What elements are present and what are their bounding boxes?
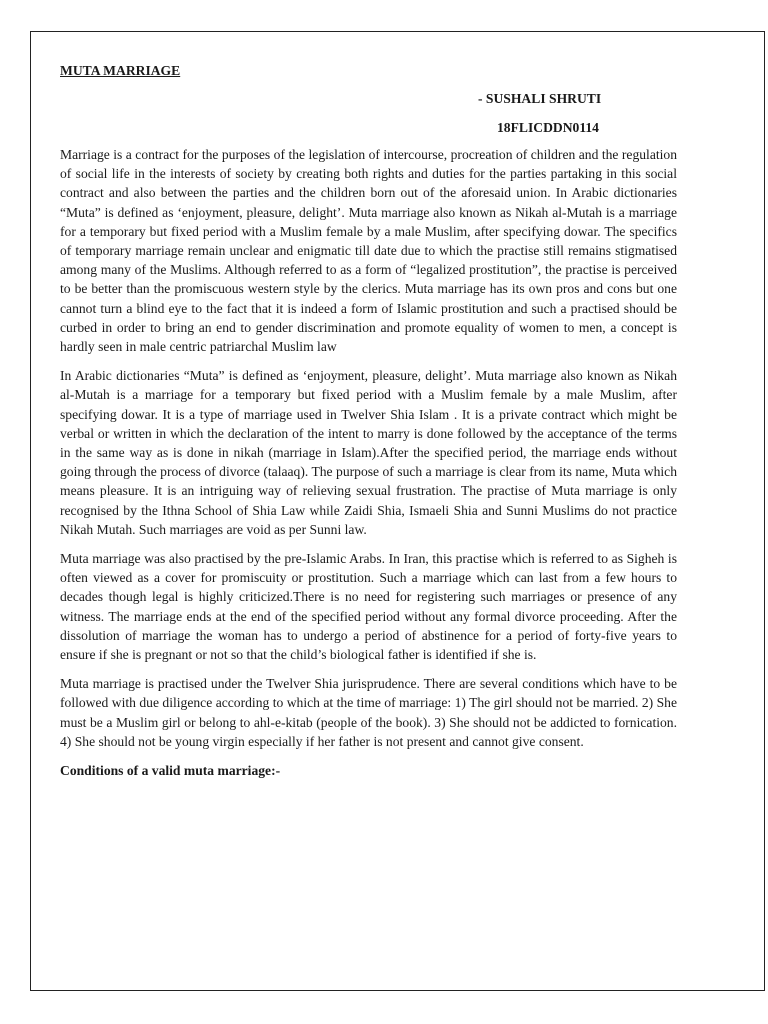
paragraph-history: Muta marriage was also practised by the pre-Islamic Arabs. In Iran, this practise which is referred to as Sigheh is often viewed as a cover for promiscuity or prostitution. Such a marriage which can last from a few hours to decades though legal is highly criticized.There is no need for registering such marriages or presence of any witness. The marriage ends at the end of the specified period without any formal divorce proceeding. After the dissolution of marriage the woman has to undergo a period of abstinence for a period of forty-five years to ensure if she is pregnant or not so that the child’s biological father is identified if she is. — [60, 551, 677, 663]
roll-number: 18FLICDDN0114 — [497, 120, 599, 135]
paragraph-introduction: Marriage is a contract for the purposes of the legislation of intercourse, procreation of children and the regulation of social life in the interests of society by creating both rights and duties for the parties partaking in this social contract and also between the parties and the children born out of the aforesaid union. In Arabic dictionaries “Muta” is defined as ‘enjoyment, pleasure, delight’. Muta marriage also known as Nikah al-Mutah is a marriage for a temporary but fixed period with a Muslim female by a male Muslim, after specifying dowar. The specifics of temporary marriage remain unclear and enigmatic till date due to which the practise still remains stigmatised among many of the Muslims. Although referred to as a form of “legalized prostitution”, the practise is perceived to be better than the promiscuous western style by the clerics. Muta marriage has its own pros and cons but one cannot turn a blind eye to the fact that it is indeed a form of Islamic prostitution and such a practised should be curbed in order to bring an end to gender discrimination and promote equality of women to men, a concept is hardly seen in male centric patriarchal Muslim law — [60, 147, 677, 355]
paragraph-conditions: Muta marriage is practised under the Twelver Shia jurisprudence. There are several conditions which have to be followed with due diligence according to which at the time of marriage: 1) The girl should not be married. 2) She must be a Muslim girl or belong to ahl-e-kitab (people of the book). 3) She should not be addicted to fornication. 4) She should not be young virgin especially if her father is not present and cannot give consent. — [60, 676, 677, 749]
paragraph-definition: In Arabic dictionaries “Muta” is defined as ‘enjoyment, pleasure, delight’. Muta marriage also known as Nikah al-Mutah is a marriage for a temporary but fixed period with a Muslim female by a male Muslim, after specifying dowar. It is a type of marriage used in Twelver Shia Islam . It is a private contract which might be verbal or written in which the declaration of the intent to marry is done followed by the acceptance of the terms in the same way as is done in nikah (marriage in Islam).After the specified period, the marriage ends without going through the process of divorce (talaaq). The purpose of such a marriage is clear from its name, Muta which means pleasure. It is an intriguing way of relieving sexual frustration. The practise of Muta marriage is only recognised by the Ithna School of Shia Law while Zaidi Shia, Ismaeli Shia and Sunni Muslims do not practice Nikah Mutah. Such marriages are void as per Sunni law. — [60, 368, 677, 537]
document-body — [60, 62, 677, 780]
author-name: - SUSHALI SHRUTI — [478, 91, 602, 106]
document-title: MUTA MARRIAGE — [60, 63, 181, 78]
section-heading-conditions: Conditions of a valid muta marriage:- — [60, 763, 281, 779]
